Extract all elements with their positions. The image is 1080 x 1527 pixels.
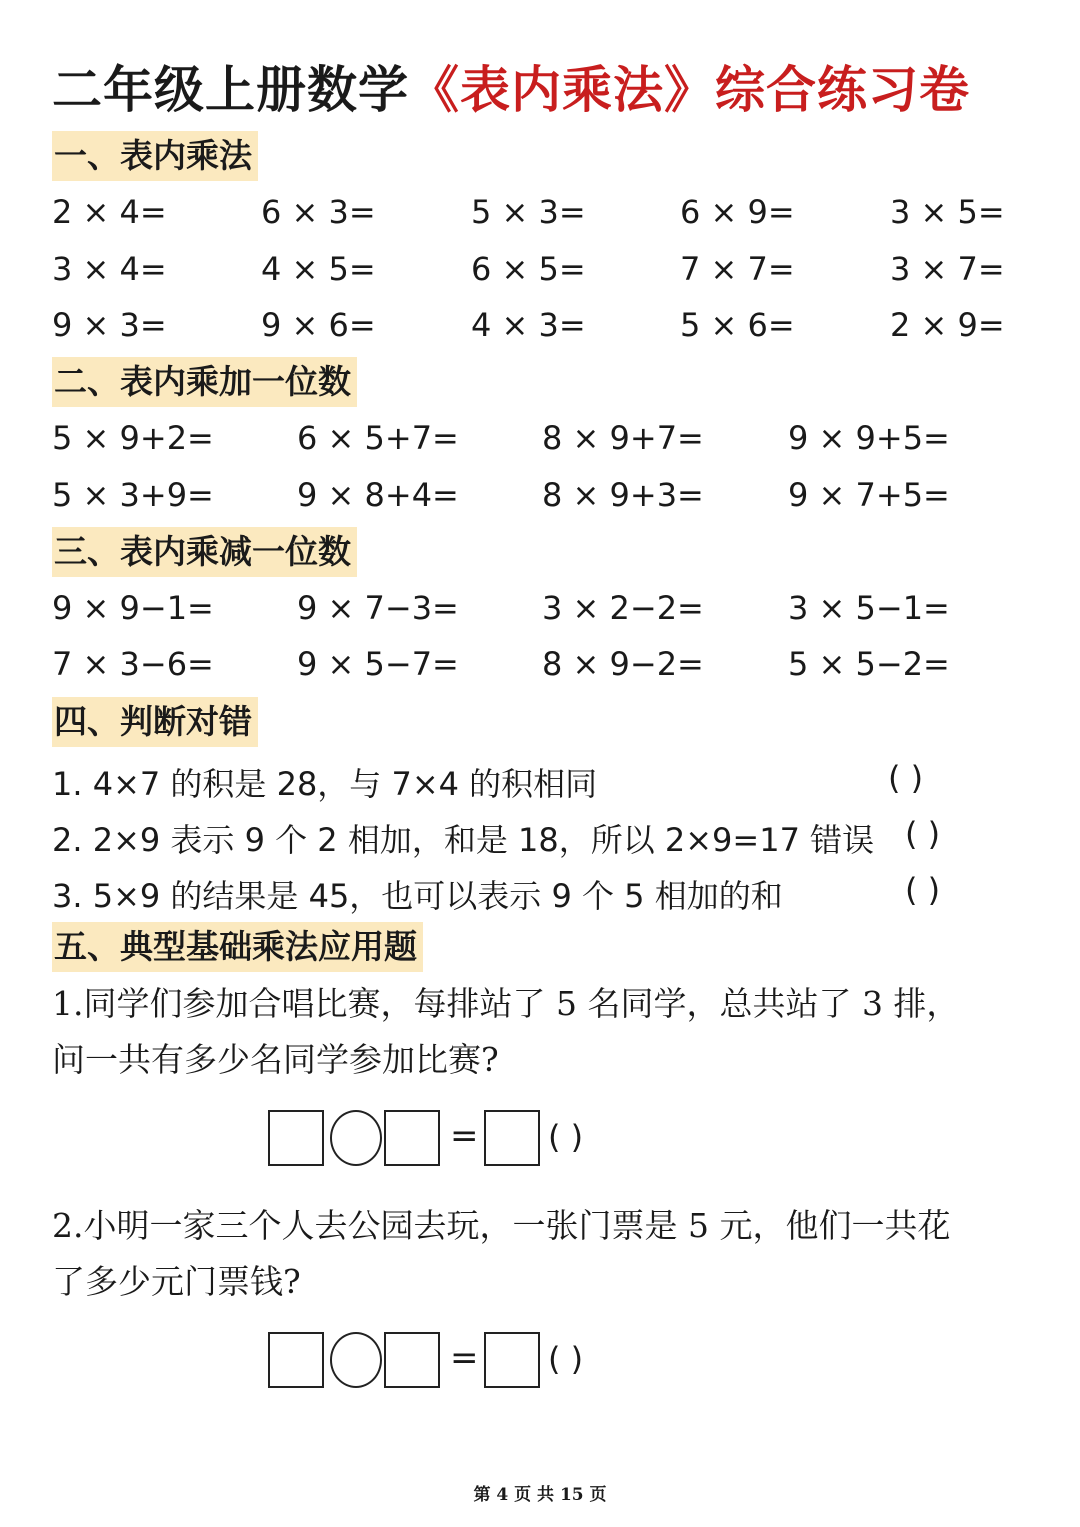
- exercise-item: 7 × 7=: [680, 250, 795, 288]
- exercise-item: 6 × 5=: [471, 250, 586, 288]
- word-problem-line: 1.同学们参加合唱比赛，每排站了 5 名同学，总共站了 3 排，: [52, 984, 960, 1023]
- answer-box[interactable]: [484, 1110, 540, 1166]
- exercise-item: 5 × 3=: [471, 193, 586, 231]
- exercise-item: 3 × 2−2=: [542, 589, 704, 627]
- exercise-item: 3 × 5−1=: [788, 589, 950, 627]
- exercise-item: 8 × 9−2=: [542, 645, 704, 683]
- exercise-item: 6 × 3=: [261, 193, 376, 231]
- word-problem-line: 2.小明一家三个人去公园去玩，一张门票是 5 元，他们一共花: [52, 1206, 951, 1245]
- exercise-item: 9 × 9+5=: [788, 419, 950, 457]
- true-false-statement: 3. 5×9 的结果是 45，也可以表示 9 个 5 相加的和: [52, 877, 783, 915]
- page-number: 第 4 页 共 15 页: [473, 1485, 607, 1505]
- exercise-item: 3 × 7=: [890, 250, 1005, 288]
- exercise-item: 5 × 3+9=: [52, 476, 214, 514]
- exercise-item: 3 × 5=: [890, 193, 1005, 231]
- answer-parentheses[interactable]: ( ): [888, 759, 924, 797]
- answer-parentheses[interactable]: ( ): [905, 815, 941, 853]
- title-part-topic: 《表内乘法》: [409, 60, 715, 119]
- equals-sign: =: [450, 1116, 479, 1156]
- exercise-item: 6 × 9=: [680, 193, 795, 231]
- exercise-item: 8 × 9+3=: [542, 476, 704, 514]
- operator-circle[interactable]: [330, 1110, 382, 1166]
- exercise-item: 8 × 9+7=: [542, 419, 704, 457]
- exercise-item: 9 × 7+5=: [788, 476, 950, 514]
- exercise-item: 9 × 3=: [52, 306, 167, 344]
- answer-box[interactable]: [384, 1332, 440, 1388]
- exercise-item: 9 × 6=: [261, 306, 376, 344]
- title-part-type: 综合练习卷: [715, 60, 970, 119]
- exercise-item: 2 × 9=: [890, 306, 1005, 344]
- exercise-item: 9 × 7−3=: [297, 589, 459, 627]
- exercise-item: 4 × 3=: [471, 306, 586, 344]
- true-false-statement: 2. 2×9 表示 9 个 2 相加，和是 18，所以 2×9=17 错误: [52, 821, 875, 859]
- answer-box[interactable]: [268, 1332, 324, 1388]
- answer-box[interactable]: [268, 1110, 324, 1166]
- section-heading-1: 一、表内乘法: [52, 131, 258, 181]
- page-title: [52, 50, 1052, 122]
- title-part-grade: 二年级上册数学: [52, 60, 409, 119]
- answer-parentheses[interactable]: ( ): [905, 871, 941, 909]
- exercise-item: 7 × 3−6=: [52, 645, 214, 683]
- exercise-item: 2 × 4=: [52, 193, 167, 231]
- word-problem-line: 问一共有多少名同学参加比赛?: [52, 1040, 499, 1079]
- exercise-item: 5 × 9+2=: [52, 419, 214, 457]
- equals-sign: =: [450, 1338, 479, 1378]
- operator-circle[interactable]: [330, 1332, 382, 1388]
- exercise-item: 5 × 6=: [680, 306, 795, 344]
- section-heading-2: 二、表内乘加一位数: [52, 357, 357, 407]
- unit-parentheses[interactable]: ( ): [548, 1118, 584, 1156]
- word-problem-line: 了多少元门票钱?: [52, 1262, 301, 1301]
- answer-box[interactable]: [484, 1332, 540, 1388]
- equation-template: [268, 1110, 648, 1166]
- exercise-item: 6 × 5+7=: [297, 419, 459, 457]
- section-heading-5: 五、典型基础乘法应用题: [52, 922, 423, 972]
- exercise-item: 5 × 5−2=: [788, 645, 950, 683]
- section-heading-3: 三、表内乘减一位数: [52, 527, 357, 577]
- exercise-item: 3 × 4=: [52, 250, 167, 288]
- equation-template: [268, 1332, 648, 1388]
- section-heading-4: 四、判断对错: [52, 697, 258, 747]
- answer-box[interactable]: [384, 1110, 440, 1166]
- exercise-item: 4 × 5=: [261, 250, 376, 288]
- exercise-item: 9 × 5−7=: [297, 645, 459, 683]
- exercise-item: 9 × 8+4=: [297, 476, 459, 514]
- true-false-statement: 1. 4×7 的积是 28，与 7×4 的积相同: [52, 765, 598, 803]
- unit-parentheses[interactable]: ( ): [548, 1340, 584, 1378]
- exercise-item: 9 × 9−1=: [52, 589, 214, 627]
